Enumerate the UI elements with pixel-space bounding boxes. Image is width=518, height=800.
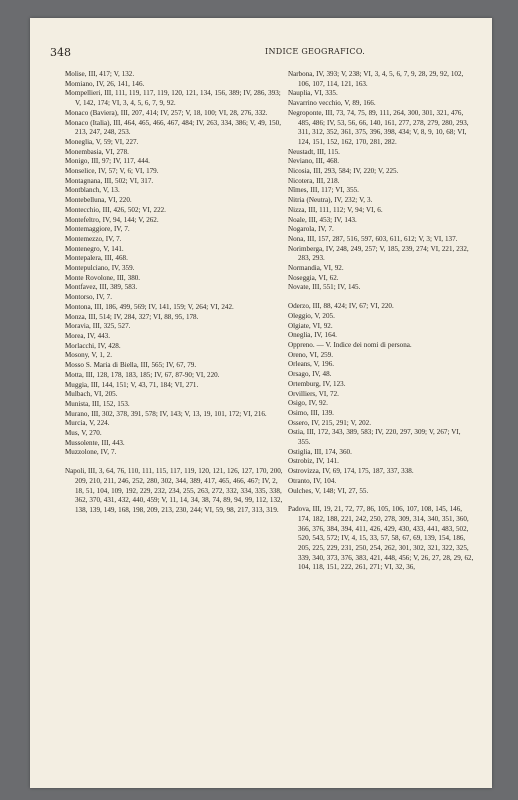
letter-section-gap: [288, 293, 474, 302]
index-entry: Monaco (Baviera), III, 207, 414; IV, 257; V, 18, 100; VI, 28, 276, 332.: [65, 108, 268, 117]
running-title: INDICE GEOGRAFICO.: [265, 47, 366, 56]
index-entry: Muggia, III, 144, 151; V, 43, 71, 184; VI, 271.: [65, 380, 199, 389]
index-entry: Oreno, VI, 259.: [288, 350, 333, 359]
index-entry: Montblanch, V, 13.: [65, 186, 120, 195]
index-entry: Montebelluna, VI, 220.: [65, 196, 132, 205]
index-entry: Ostia, III, 172, 343, 389, 583; IV, 220, 297, 309; V, 267; VI, 355.: [288, 428, 461, 447]
index-entry: Nizza, III, 111, 112; V, 94; VI, 6.: [288, 205, 383, 214]
index-entry: Montona, III, 186, 499, 569; IV, 141, 159; V, 264; VI, 242.: [65, 302, 234, 311]
index-entry: Oderzo, III, 88, 424; IV, 67; VI, 220.: [288, 302, 394, 311]
index-entry: Nogarola, IV, 7.: [288, 225, 334, 234]
index-entry: Mussolente, III, 443.: [65, 438, 125, 447]
index-entry: Oleggio, V, 205.: [288, 311, 335, 320]
right-index-column: [288, 70, 474, 573]
letter-section-gap: [65, 458, 287, 467]
index-entry: Montecchio, III, 426, 502; VI, 222.: [65, 205, 166, 214]
index-entry: Osimo, III, 139.: [288, 408, 334, 417]
index-entry: Mosso S. Maria di Biella, III, 565; IV, 67, 79.: [65, 361, 197, 370]
index-page: [30, 18, 492, 788]
index-entry: Monselice, IV, 57; V, 6; VI, 179.: [65, 167, 159, 176]
index-entry: Nicosia, III, 293, 584; IV, 220; V, 225.: [288, 167, 399, 176]
index-entry: Montorso, IV, 7.: [65, 293, 112, 302]
index-entry: Moravia, III, 325, 527.: [65, 322, 131, 331]
index-entry: Orsago, IV, 48.: [288, 370, 332, 379]
index-entry: Nitria (Neutra), IV, 232; V, 3.: [288, 196, 373, 205]
index-entry: Munista, III, 152, 153.: [65, 399, 130, 408]
index-entry: Navarrino vecchio, V, 89, 166.: [288, 99, 376, 108]
page-header: [50, 46, 474, 60]
index-entry: Moneglia, V, 59; VI, 227.: [65, 137, 139, 146]
letter-section-gap: [288, 496, 474, 505]
index-entry: Norimberga, IV, 248, 249, 257; V, 185, 239, 274; VI, 221, 232, 283, 293.: [288, 244, 469, 263]
index-entry: Otranto, IV, 104.: [288, 476, 337, 485]
index-entry: Montagnana, III, 502; VI, 317.: [65, 176, 154, 185]
index-entry: Monaco (Italia), III, 464, 465, 466, 467, 484; IV, 263, 334, 386; V, 49, 150, 213, 247, 248, 253.: [65, 118, 281, 137]
index-entry: Montemezzo, IV, 7.: [65, 234, 122, 243]
index-entry: Nîmes, III, 117; VI, 355.: [288, 186, 359, 195]
index-entry: Monte Rovolone, III, 380.: [65, 273, 141, 282]
index-entry: Murcia, V, 224.: [65, 419, 110, 428]
index-entry: Oulches, V, 148; VI, 27, 55.: [288, 486, 369, 495]
index-entry: Motta, III, 128, 178, 183, 185; IV, 67, 87-90; VI, 220.: [65, 370, 220, 379]
index-entry: Molise, III, 417; V, 132.: [65, 70, 135, 78]
index-entry: Murano, III, 302, 378, 391, 578; IV, 143; V, 13, 19, 101, 172; VI, 216.: [65, 409, 267, 418]
index-entry: Morlacchi, IV, 428.: [65, 341, 121, 350]
index-entry: Mus, V, 270.: [65, 429, 102, 438]
index-entry: Montemaggiore, IV, 7.: [65, 225, 130, 234]
index-entry: Morea, IV, 443.: [65, 331, 110, 340]
index-entry: Orvilliers, VI, 72.: [288, 389, 339, 398]
index-entry: Mosony, V, 1, 2.: [65, 351, 112, 360]
index-entry: Negroponte, III, 73, 74, 75, 89, 111, 264, 300, 301, 321, 476, 485, 486; IV, 53, 56, 66, 140, 161, 277, 278, 279, 280, 293, 311, 312, 352, 361, 375, 396, 398, 434; V, 8, 9, 10, 68; VI, 124, 151, 152, 162, 170, 281, 282.: [288, 108, 469, 146]
index-entry: Nauplia, VI, 335.: [288, 89, 338, 98]
index-entry: Normandia, VI, 92.: [288, 264, 344, 273]
index-entry: Montfavez, III, 389, 583.: [65, 283, 138, 292]
index-entry: Noale, III, 453; IV, 143.: [288, 215, 357, 224]
index-entry: Osigo, IV, 92.: [288, 399, 328, 408]
index-entry: Monza, III, 514; IV, 284, 327; VI, 88, 95, 178.: [65, 312, 199, 321]
index-entry: Neviano, III, 468.: [288, 157, 340, 166]
index-entry: Montepalera, III, 468.: [65, 254, 128, 263]
index-entry: Muzzolone, IV, 7.: [65, 448, 117, 457]
index-entry: Momiano, IV, 26, 141, 146.: [65, 79, 145, 88]
index-entry: Nicotera, III, 218.: [288, 176, 340, 185]
index-entry: Ortemburg, IV, 123.: [288, 379, 346, 388]
index-entry: Nona, III, 157, 287, 516, 597, 603, 611, 612; V, 3; VI, 137.: [288, 234, 458, 243]
index-entry: Oppreno. — V. Indice dei nomi di persona.: [288, 340, 412, 349]
index-entry: Narbona, IV, 393; V, 238; VI, 3, 4, 5, 6, 7, 9, 28, 29, 92, 102, 106, 107, 114, 121, 163.: [288, 70, 464, 88]
index-entry: Ostrovizza, IV, 69, 174, 175, 187, 337, 338.: [288, 467, 414, 476]
index-entry: Ostiglia, III, 174, 360.: [288, 447, 352, 456]
index-entry: Padova, III, 19, 21, 72, 77, 86, 105, 106, 107, 108, 145, 146, 174, 182, 188, 221, 242, 250, 278, 309, 314, 340, 351, 360, 366, 376, 384, 394, 411, 426, 429, 430, 433, 441, 483, 502, 520, 543, 572; IV, 4, 15, 33, 57, 58, 67, 69, 139, 154, 186, 205, 225, 229, 231, 250, 254, 262, 301, 302, 321, 322, 325, 339, 340, 373, 376, 383, 421, 448, 456; V, 26, 27, 28, 29, 62, 104, 118, 151, 222, 261, 271; VI, 32, 36,: [288, 505, 474, 572]
index-entry: Neustadt, III, 115.: [288, 147, 340, 156]
index-entry: Oneglia, IV, 164.: [288, 331, 337, 340]
index-entry: Ossero, IV, 215, 291; V, 202.: [288, 418, 371, 427]
index-entry: Noseggia, VI, 62.: [288, 273, 339, 282]
index-entry: Mulbach, VI, 205.: [65, 390, 118, 399]
index-entry: Olgiate, VI, 92.: [288, 321, 333, 330]
index-entry: Monembasia, VI, 278.: [65, 147, 129, 156]
index-entry: Monigo, III, 97; IV, 117, 444.: [65, 157, 150, 166]
index-entry: Napoli, III, 3, 64, 76, 110, 111, 115, 117, 119, 120, 121, 126, 127, 170, 200, 209, 210, 211, 246, 252, 280, 302, 344, 389, 417, 465, 466, 467; IV, 2, 18, 51, 104, 109, 192, 229, 232, 234, 255, 263, 272, 332, 334, 335, 338, 362, 370, 431, 432, 440, 459; V, 11, 14, 34, 38, 74, 89, 94, 99, 112, 132, 138, 139, 149, 168, 198, 209, 213, 230, 244; VI, 59, 98, 217, 313, 319.: [65, 467, 283, 514]
index-entry: Montepulciano, IV, 359.: [65, 264, 135, 273]
index-entry: Orleans, V, 196.: [288, 360, 335, 369]
index-entry: Novate, III, 551; IV, 145.: [288, 283, 361, 292]
index-entry: Montefeltro, IV, 94, 144; V, 262.: [65, 215, 159, 224]
index-entry: Mompellieri, III, 111, 119, 117, 119, 120, 121, 134, 156, 389; IV, 286, 393; V, 142, 174; VI, 3, 4, 5, 6, 7, 9, 92.: [65, 89, 281, 108]
index-entry: Ostrobiz, IV, 141.: [288, 457, 339, 466]
left-index-column: [65, 70, 287, 516]
index-entry: Montenegro, V, 141.: [65, 244, 124, 253]
page-number: 348: [50, 46, 71, 59]
